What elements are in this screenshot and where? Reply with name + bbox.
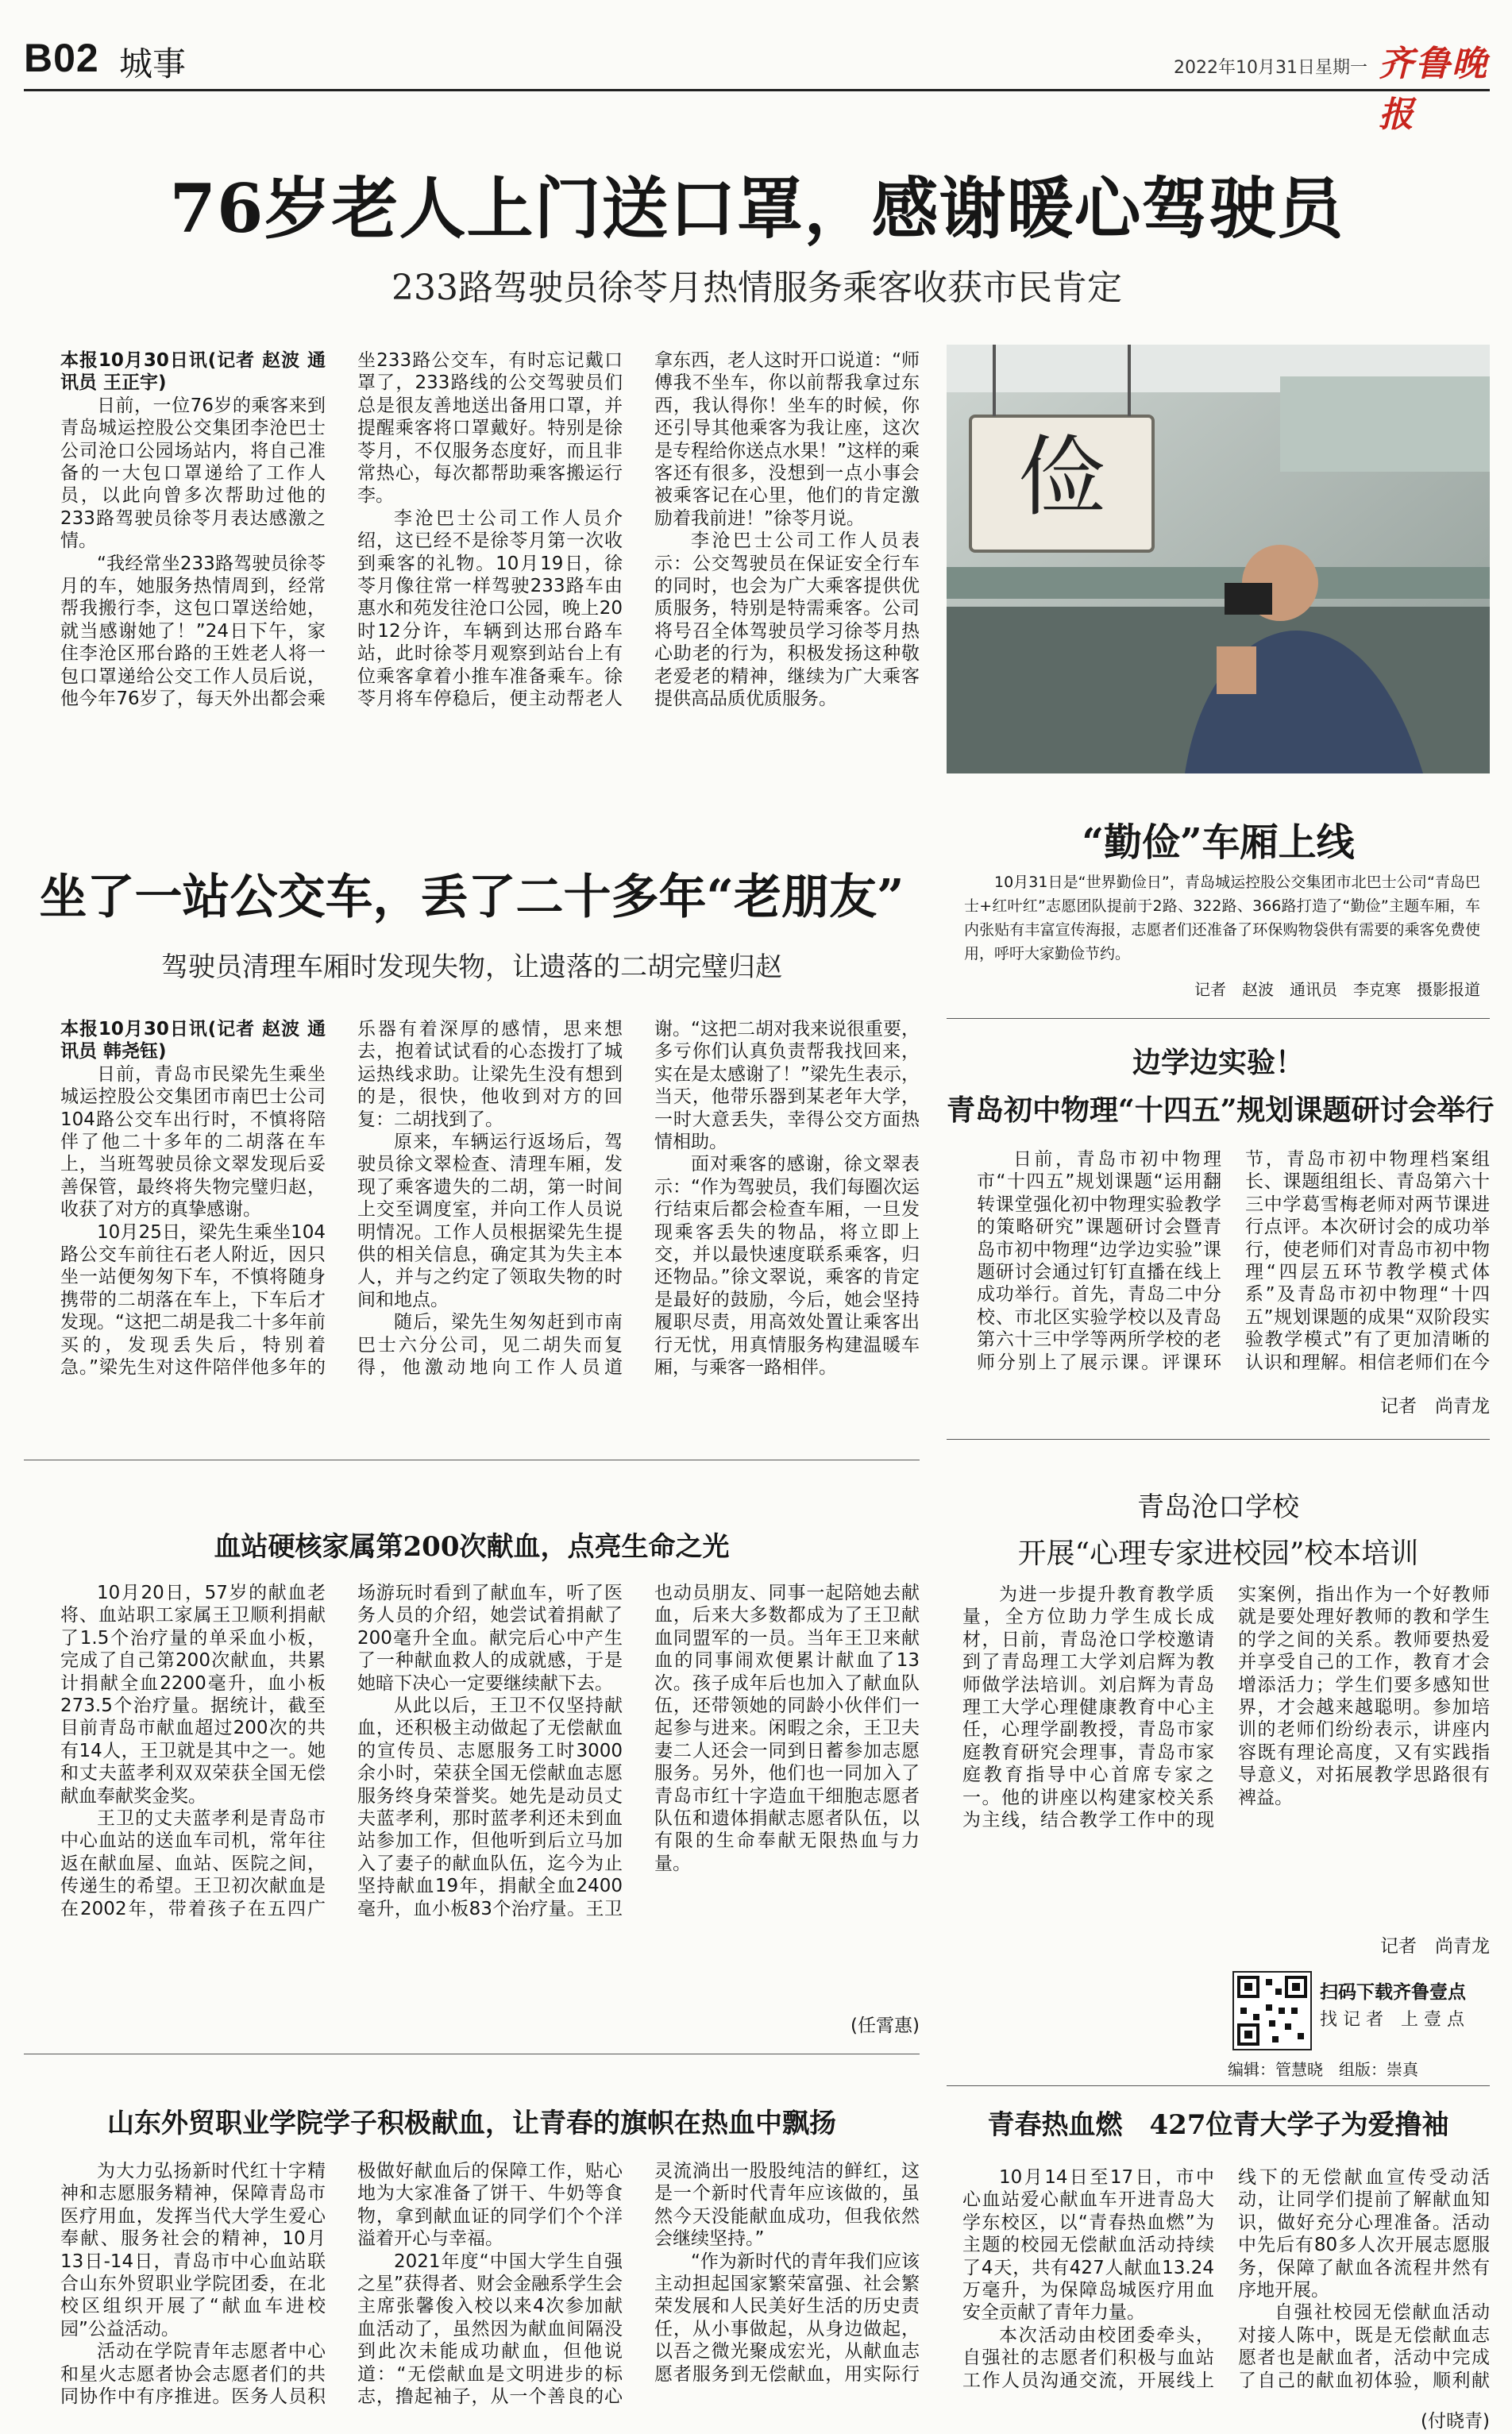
art4-headline: 开展“心理专家进校园”校本培训 (1017, 1537, 1419, 1570)
page-code: B02 (24, 36, 99, 80)
art2-para: 随后，梁先生匆匆赶到市南巴士六分公司，见二胡失而复得，他激动地向工作人员道谢。“这把二胡对我来说很重要，多亏你们认真负责帮我找回来，实在是太感谢了！”梁先生表示，当天，他带乐器到某老年大学，一时大意丢失，幸得公交方面热情相助。 (357, 1019, 920, 1379)
art7-para: 自强社校园无偿献血活动对接人陈中，既是无偿献血志愿者也是献血者，活动中完成了自己的献血初体验，顺利献 (1238, 2302, 1490, 2391)
art6-headline: 山东外贸职业学院学子积极献血，让青春的旗帜在热血中飘扬 (107, 2108, 836, 2139)
divider (947, 2085, 1490, 2086)
qr-subtitle: 找 记 者 上 壹 点 (1320, 2010, 1464, 2030)
art2-subheadline: 驾驶员清理车厢时发现失物，让遗落的二胡完璧归赵 (161, 951, 782, 983)
art6-para: 为大力弘扬新时代红十字精神和志愿服务精神，保障青岛市医疗用血，发挥当代大学生爱心奉献、服务社会的精神，10月13日-14日，青岛市中心血站联合山东外贸职业学院团委，在北校区组织开展了“献血车进校园”公益活动。 (60, 2161, 326, 2339)
art2-headline: 坐了一站公交车，丢了二十多年“老朋友” (39, 870, 904, 925)
art1-para: 日前，一位76岁的乘客来到青岛城运控股公交集团李沧巴士公司沧口公园场站内，将自己准备的一大包口罩递给了工作人员，以此向曾多次帮助过他的233路驾驶员徐苓月表达感激之情。 (60, 395, 326, 552)
art3-kicker: 边学边实验！ (1132, 1046, 1304, 1079)
art4-para: 为进一步提升教育教学质量，全方位助力学生成长成材，日前，青岛沧口学校邀请到了青岛理工大学刘启辉为教师做学法培训。刘启辉为青岛理工大学心理健康教育中心主任，心理学副教授，青岛市家庭教育研究会理事，青岛市家庭教育指导中心首席专家之一。他的讲座以构建家校关系为主线，结合教学工作中的现实案例，指出作为一个好教师就是要处理好教师的教和学生的学之间的关系。教师要热爱并享受自己的工作，教育才会增添活力；学生们要多感知世界，才会越来越聪明。参加培训的老师们纷纷表示，讲座内容既有理论高度，又有实践指导意义，对拓展教学思路很有裨益。 (962, 1584, 1490, 1831)
art5-para: 从此以后，王卫不仅坚持献血，还积极主动做起了无偿献血的宣传员、志愿服务工时3000余小时，荣获全国无偿献血志愿服务终身荣誉奖。她先是动员丈夫蓝孝利，那时蓝孝利还未到血站参加工作，但他听到后立马加入了妻子的献血队伍，迄今为止坚持献血19年，捐献全血2400毫升，血小板83个治疗量。王卫也动员朋友、同事一起陪她去献血，后来大多数都成为了王卫献血同盟军的一员。当年王卫来献血的同事闹欢便累计献血了13次。孩子成年后也加入了献血队伍，还带领她的同龄小伙伴们一起参与进来。闲暇之余，王卫夫妻二人还会一同到日蓄参加志愿服务。另外，他们也一同加入了青岛市红十字造血干细胞志愿者队伍和遗体捐献志愿者队伍，以有限的生命奉献无限热血与力量。 (357, 1583, 920, 1919)
art5-para: 10月20日，57岁的献血老将、血站职工家属王卫顺利捐献了1.5个治疗量的单采血小板，完成了自己第200次献血，共累计捐献全血2200毫升，血小板273.5个治疗量。据统计，截至目前青岛市献血超过200次的共有14人，王卫就是其中之一。她和丈夫蓝孝利双双荣获全国无偿献血奉献奖金奖。 (60, 1583, 326, 1807)
art3-para: 日前，青岛市初中物理市“十四五”规划课题“运用翻转课堂强化初中物理实验教学的策略研究”课题研讨会暨青岛市初中物理“边学边实验”课题研讨会通过钉钉直播在线上成功举行。首先，青岛二中分校、市北区实验学校以及青岛第六十三中学等两所学校的老师分别上了展示课。评课环节，青岛市初中物理档案组长、课题组组长、青岛第六十三中学葛雪梅老师对两节课进行点评。本次研讨会的成功举行，使老师们对青岛市初中物理“四层五环节教学模式体系”及青岛市初中物理“十四五”规划课题的成果“双阶段实验教学模式”有了更加清晰的认识和理解。相信老师们在今 (977, 1149, 1490, 1373)
art2-para: 日前，青岛市民梁先生乘坐城运控股公交集团市南巴士公司104路公交车出行时，不慎将陪伴了他二十多年的二胡落在车上，当班驾驶员徐文翠发现后妥善保管，最终将失物完璧归赵，收获了对方的真挚感谢。 (60, 1063, 326, 1221)
art5-credit: (任霄惠) (850, 2015, 920, 2036)
issue-date: 2022年10月31日 (1174, 58, 1315, 78)
art1-para: 李沧巴士公司工作人员表示：公交驾驶员在保证安全行车的同时，也会为广大乘客提供优质服务，特别是特需乘客。公司将号召全体驾驶员学习徐苓月热心助老的行为，积极发扬这种敬老爱老的精神，继续为广大乘客提供高品质优质服务。 (654, 530, 920, 710)
art7-headline: 青春热血燃 427位青大学子为爱撸袖 (987, 2109, 1449, 2141)
art5-para: 王卫的丈夫蓝孝利是青岛市中心血站的送血车司机，常年往返在献血屋、血站、医院之间，传递生的希望。王卫初次献血是在2002年，带着孩子在五四广场游玩时看到了献血车，听了医务人员的介绍，她尝试着捐献了200毫升全血。献完后心中产生了一种献血救人的成就感，于是她暗下决心一定要继续献下去。 (60, 1583, 623, 1919)
qr-code-icon[interactable] (1232, 1971, 1312, 2050)
issue-weekday: 星期一 (1315, 58, 1368, 78)
art7-body (962, 2166, 1490, 2405)
art4-body (962, 1583, 1490, 1933)
art7-para: 本次活动由校团委牵头，自强社的志愿者们积极与血站工作人员沟通交流，开展线上线下的无偿献血宣传受动活动，让同学们提前了解献血知识，做好充分心理准备。活动中先后有80多人次开展志愿服务，保障了献血各流程井然有序地开展。 (962, 2167, 1490, 2391)
divider (947, 1439, 1490, 1440)
art1-body (60, 349, 920, 794)
photo1-title: “勤俭”车厢上线 (1082, 820, 1355, 865)
section-name: 城事 (119, 44, 187, 83)
art6-para: 活动在学院青年志愿者中心和星火志愿者协会志愿者们的共同协作中有序推进。医务人员积极做好献血后的保障工作，贴心地为大家准备了饼干、牛奶等食物，拿到献血证的同学们个个洋溢着开心与幸福。 (60, 2161, 623, 2408)
art5-headline: 血站硬核家属第200次献血，点亮生命之光 (214, 1531, 730, 1563)
art6-para: “作为新时代的青年我们应该主动担起国家繁荣富强、社会繁荣发展和人民美好生活的历史责任，从小事做起，从身边做起，以吾之微光聚成宏光，从献血志愿者服务到无偿献血，用实际行 (654, 2251, 920, 2385)
bus-photo (947, 345, 1490, 773)
art2-para: 面对乘客的感谢，徐文翠表示：“作为驾驶员，我们每圈次运行结束后都会检查车厢，一旦发现乘客丢失的物品，将立即上交，并以最快速度联系乘客，归还物品。”徐文翠说，乘客的肯定是最好的鼓励，今后，她会坚持履职尽责，用高效处置让乘客出行无忧，用真情服务构建温暖车厢，与乘客一路相伴。 (654, 1154, 920, 1379)
art4-kicker: 青岛沧口学校 (1137, 1491, 1299, 1523)
photo1-caption: 10月31日是“世界勤俭日”，青岛城运控股公交集团市北巴士公司“青岛巴士+红叶红”志愿团队提前于2路、322路、366路打造了“勤俭”主题车厢，车内张贴有丰富宣传海报，志愿者们还准备了环保购物袋供有需要的乘客免费使用，呼吁大家勤俭节约。 (964, 874, 1480, 962)
header-rule (24, 89, 1490, 91)
art5-body (60, 1582, 920, 2008)
photo1-credit: 记者 赵波 通讯员 李克寒 摄影报道 (1194, 980, 1480, 999)
art2-para: 10月25日，梁先生乘坐104路公交车前往石老人附近，因只坐一站便匆匆下车，不慎将随身携带的二胡落在车上，下车后才发现。“这把二胡是我二十多年前买的，发现丢失后，特别着急。”梁先生对这件陪伴他多年的乐器有着深厚的感情，思来想去，抱着试试看的心态拨打了城运热线求助。让梁先生没有想到的是，很快，他收到对方的回复：二胡找到了。 (60, 1019, 623, 1379)
art2-lead: 本报10月30日讯(记者 赵波 通讯员 韩尧钰) (60, 1019, 326, 1063)
art1-para: “我经常坐233路驾驶员徐苓月的车，她服务热情周到，经常帮我搬行李，这包口罩送给她，就当感谢她了！”24日下午，家住李沧区邢台路的王姓老人将一包口罩递给公交工作人员后说，他今年76岁了，每天外出都会乘坐233路公交车，有时忘记戴口罩了，233路线的公交驾驶员们总是很友善地送出备用口罩，并提醒乘客将口罩戴好。特别是徐苓月，不仅服务态度好，而且非常热心，每次都帮助乘客搬运行李。 (60, 350, 623, 710)
art6-body (60, 2160, 920, 2411)
art2-para: 原来，车辆运行返场后，驾驶员徐文翠检查、清理车厢，发现了乘客遗失的二胡，第一时间上交至调度室，并向工作人员说明情况。工作人员根据梁先生提供的相关信息，确定其为失主本人，并与之约定了领取失物的时间和地点。 (357, 1132, 623, 1310)
art3-body (977, 1148, 1490, 1387)
divider (947, 1018, 1490, 1019)
art4-credit: 记者 尚青龙 (1380, 1936, 1490, 1957)
sign-character: 俭 (1018, 426, 1105, 528)
qr-title: 扫码下载齐鲁壹点 (1320, 1982, 1466, 2003)
art6-para: 2021年度“中国大学生自强之星”获得者、财会金融系学生会主席张馨俊入校以来4次参加献血活动了，虽然因为献血间隔没到此次未能成功献血，但他说道：“无偿献血是文明进步的标志，撸起袖子，从一个善良的心灵流淌出一股股纯洁的鲜红，这是一个新时代青年应该做的，虽然今天没能献血成功，但我依然会继续坚持。” (357, 2161, 920, 2408)
art3-headline: 青岛初中物理“十四五”规划课题研讨会举行 (947, 1094, 1495, 1127)
art1-para: 李沧巴士公司工作人员介绍，这已经不是徐苓月第一次收到乘客的礼物。10月19日，徐苓月像往常一样驾驶233路车由惠水和苑发往沧口公园，晚上20时12分许，车辆到达邢台路车站，此时徐苓月观察到站台上有位乘客拿着小推车准备乘车。徐苓月将车停稳后，便主动帮老人拿东西，老人这时开口说道：“师傅我不坐车，你以前帮我拿过东西，我认得你！坐车的时候，你还引导其他乘客为我让座，这次是专程给你送点水果！”这样的乘客还有很多，没想到一点小事会被乘客记在心里，他们的肯定激励着我前进！”徐苓月说。 (357, 350, 920, 710)
art1-subheadline: 233路驾驶员徐苓月热情服务乘客收获市民肯定 (392, 268, 1122, 308)
art7-credit: (付晓青) (1421, 2411, 1490, 2432)
newspaper-logo: 齐鲁晚报 (1379, 44, 1488, 135)
art2-body (60, 1018, 920, 1421)
art3-credit: 记者 尚青龙 (1380, 1396, 1490, 1417)
art1-headline: 76岁老人上门送口罩，感谢暖心驾驶员 (169, 169, 1344, 248)
art7-para: 10月14日至17日，市中心血站爱心献血车开进青岛大学东校区，以“青春热血燃”为主题的校园无偿献血活动持续了4天，共有427人献血13.24万毫升，为保障岛城医疗用血安全贡献了青年力量。 (962, 2167, 1214, 2324)
editor-credit: 编辑：管慧晓 组版：崇真 (1228, 2060, 1418, 2079)
art1-lead: 本报10月30日讯(记者 赵波 通讯员 王正宇) (60, 350, 326, 394)
